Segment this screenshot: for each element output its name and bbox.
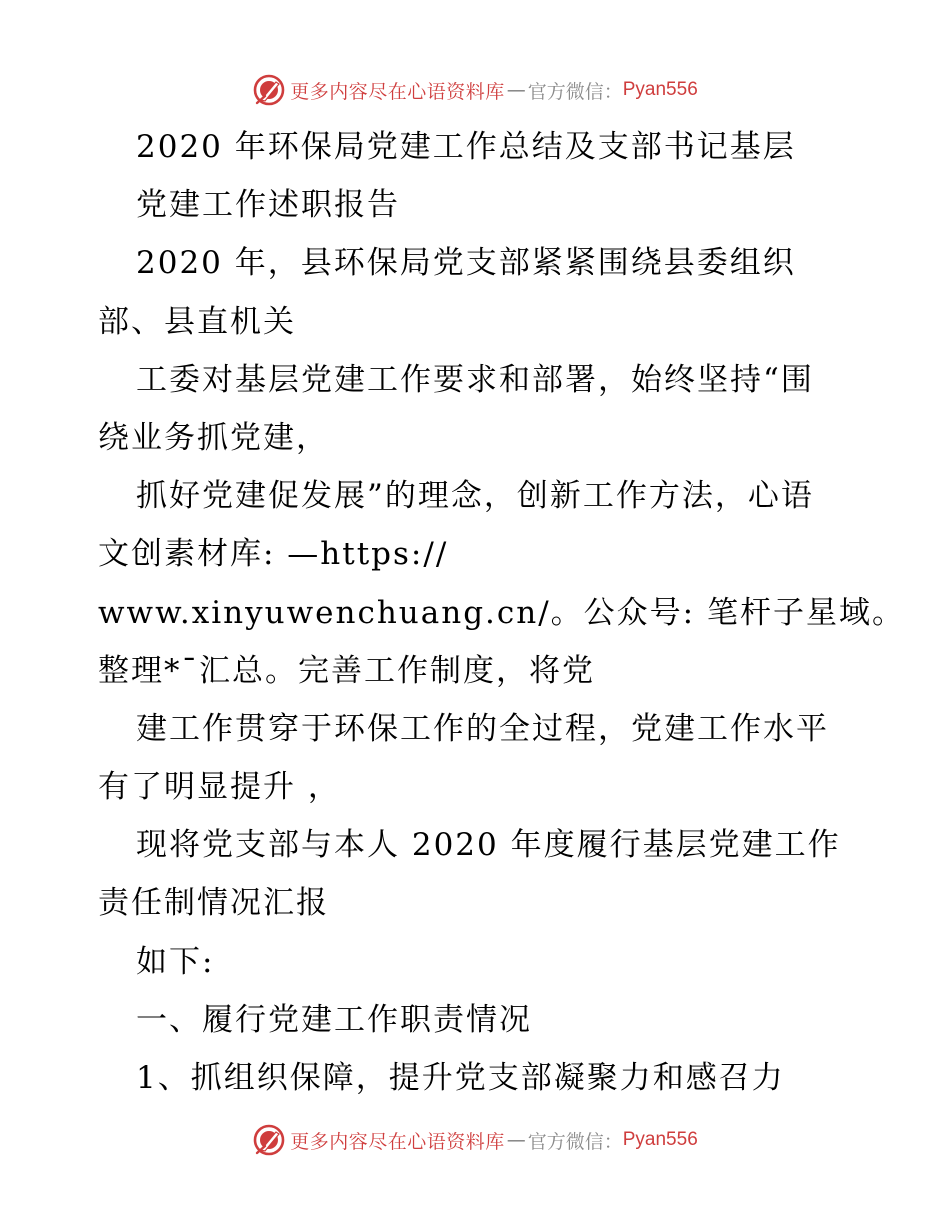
- watermark-account-label: 官方微信：: [527, 80, 623, 103]
- doc-paragraph-line: 现将党支部与本人 2020 年度履行基层党建工作: [136, 827, 841, 864]
- doc-paragraph-line: 有了明显提升 ，: [98, 769, 341, 806]
- doc-paragraph-line: 责任制情况汇报: [98, 885, 329, 922]
- watermark-text: 更多内容尽在心语资料库: [290, 1130, 505, 1153]
- watermark-text: 更多内容尽在心语资料库: [290, 80, 505, 103]
- doc-paragraph-line: 如下:: [136, 943, 215, 980]
- doc-paragraph-line: 2020 年，县环保局党支部紧紧围绕县委组织: [136, 245, 796, 282]
- doc-paragraph-line: 整理*¯汇总。完善工作制度，将党: [98, 652, 595, 689]
- doc-title-line-2: 党建工作述职报告: [136, 187, 400, 224]
- watermark-account-label: 官方微信：: [527, 1130, 623, 1153]
- doc-paragraph-line: 部、县直机关: [98, 303, 296, 340]
- doc-paragraph-line: www.xinyuwenchuang.cn/。公众号: 笔杆子星域。: [98, 594, 905, 631]
- watermark-dash: —: [506, 1129, 526, 1151]
- quill-logo-icon: [252, 1123, 286, 1157]
- watermark-account-id: Pyan556: [622, 79, 698, 100]
- document-body: [98, 118, 905, 1107]
- watermark-dash: —: [506, 79, 526, 101]
- doc-paragraph-line: 文创素材库: —https://: [98, 536, 449, 573]
- doc-paragraph-line: 建工作贯穿于环保工作的全过程，党建工作水平: [136, 710, 829, 747]
- doc-title-line-1: 2020 年环保局党建工作总结及支部书记基层: [136, 129, 796, 165]
- doc-paragraph-line: 抓好党建促发展”的理念，创新工作方法，心语: [136, 478, 814, 515]
- doc-paragraph-line: 绕业务抓党建，: [98, 419, 329, 456]
- doc-subsection-heading: 1、抓组织保障，提升党支部凝聚力和感召力: [136, 1060, 785, 1096]
- watermark-account-id: Pyan556: [622, 1129, 698, 1150]
- doc-paragraph-line: 工委对基层党建工作要求和部署，始终坚持“围: [136, 361, 814, 398]
- header-watermark: [0, 70, 950, 110]
- doc-section-heading: 一、履行党建工作职责情况: [136, 1001, 532, 1038]
- footer-watermark: [0, 1120, 950, 1160]
- quill-logo-icon: [252, 73, 286, 107]
